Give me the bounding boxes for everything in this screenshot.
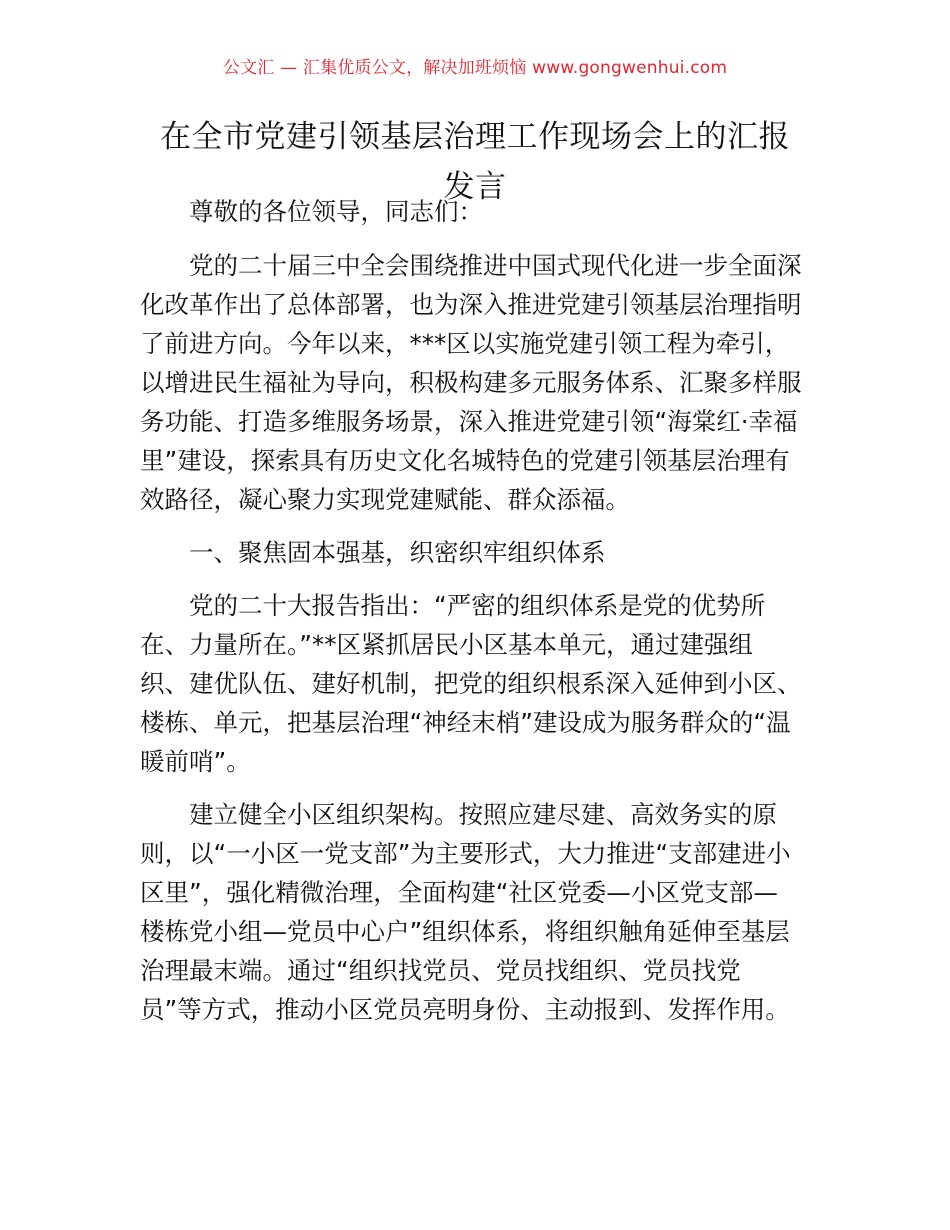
text-line: 务功能、打造多维服务场景，深入推进党建引领“海棠红·幸福	[140, 407, 798, 436]
salutation: 尊敬的各位领导，同志们：	[189, 197, 483, 226]
text-line: 区里”，强化精微治理，全面构建“社区党委—小区党支部—	[140, 878, 778, 907]
section-heading-1: 一、聚焦固本强基，织密织牢组织体系	[189, 538, 606, 567]
text-line: 治理最末端。通过“组织找党员、党员找组织、党员找党	[140, 956, 741, 985]
text-line: 在、力量所在。”**区紧抓居民小区基本单元，通过建强组	[140, 630, 753, 659]
text-line: 效路径，凝心聚力实现党建赋能、群众添福。	[140, 485, 630, 514]
text-line: 以增进民生福祉为导向，积极构建多元服务体系、汇聚多样服	[140, 368, 802, 397]
text-line: 暖前哨”。	[140, 747, 251, 776]
text-line: 里”建设，探索具有历史文化名城特色的党建引领基层治理有	[140, 446, 790, 475]
text-line: 化改革作出了总体部署，也为深入推进党建引领基层治理指明	[140, 290, 802, 319]
paragraph-intro	[140, 246, 810, 519]
text-line: 则，以“一小区一党支部”为主要形式，大力推进“支部建进小	[140, 839, 791, 868]
paragraph-organization	[140, 586, 810, 781]
paragraph-structure	[140, 795, 810, 1029]
title-line-1: 在全市党建引领基层治理工作现场会上的汇报	[160, 119, 790, 155]
document-body	[140, 192, 810, 1029]
header-banner: 公文汇 — 汇集优质公文，解决加班烦恼 www.gongwenhui.com	[222, 58, 728, 78]
text-line: 建立健全小区组织架构。按照应建尽建、高效务实的原	[189, 800, 777, 829]
text-line: 织、建优队伍、建好机制，把党的组织根系深入延伸到小区、	[140, 669, 802, 698]
text-line: 楼栋党小组—党员中心户”组织体系，将组织触角延伸至基层	[140, 917, 790, 946]
text-line: 员”等方式，推动小区党员亮明身份、主动报到、发挥作用。	[140, 995, 790, 1024]
text-line: 了前进方向。今年以来，***区以实施党建引领工程为牵引，	[140, 329, 790, 358]
title-line-2: 发言	[443, 169, 507, 205]
text-line: 楼栋、单元，把基层治理“神经末梢”建设成为服务群众的“温	[140, 708, 791, 737]
text-line: 党的二十届三中全会围绕推进中国式现代化进一步全面深	[189, 251, 802, 280]
text-line: 党的二十大报告指出：“严密的组织体系是党的优势所	[189, 591, 766, 620]
